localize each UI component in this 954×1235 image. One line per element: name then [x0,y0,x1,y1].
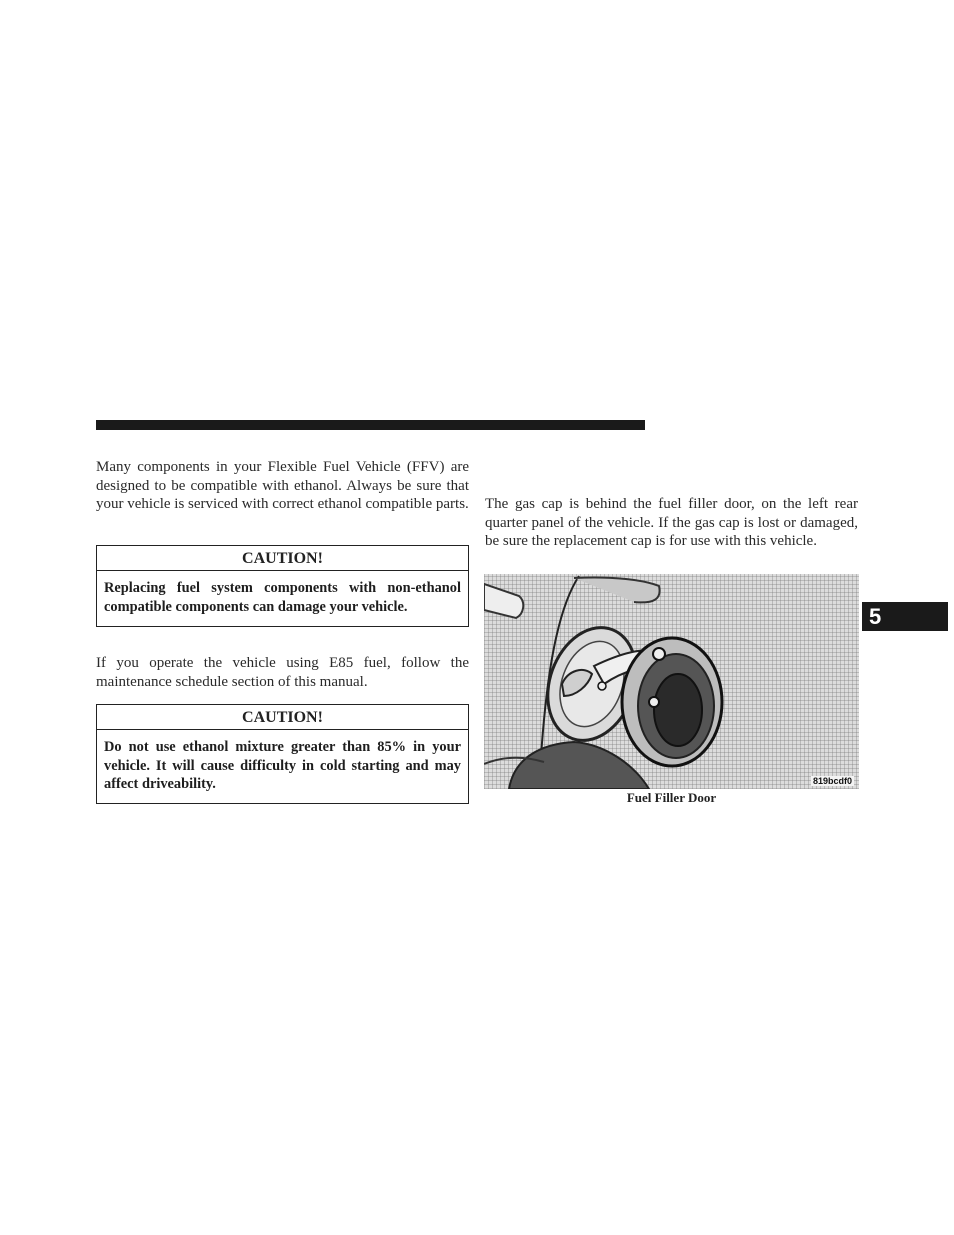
fuel-filler-door-drawing [484,574,859,789]
ffv-components-paragraph: Many components in your Flexible Fuel Vehicle (FFV) are designed to be compatible with ethanol. Always be sure that your vehicle is serviced with correct ethanol compatible parts. [96,459,469,513]
caution-heading: CAUTION! [97,546,468,571]
gas-cap-paragraph: The gas cap is behind the fuel filler door, on the left rear quarter panel of the vehicle. If the gas cap is lost or damaged, be sure the replacement cap is for use with this vehicle. [485,496,858,550]
caution-box-ethanol-mixture [96,704,469,804]
caution-text: Do not use ethanol mixture greater than 85% in your vehicle. It will cause difficulty in cold starting and may affect driveability. [104,739,461,793]
fuel-filler-door-illustration [484,574,859,789]
figure-caption: Fuel Filler Door [626,790,717,805]
caution-heading: CAUTION! [97,705,468,730]
e85-maintenance-paragraph: If you operate the vehicle using E85 fuel, follow the maintenance schedule section of this manual. [96,655,469,690]
caution-text: Replacing fuel system components with non-ethanol compatible components can damage your vehicle. [104,580,461,615]
chapter-tab: 5 [862,602,948,631]
section-rule [96,420,645,430]
caution-box-components [96,545,469,627]
figure-id-label: 819bcdf0 [812,776,852,786]
